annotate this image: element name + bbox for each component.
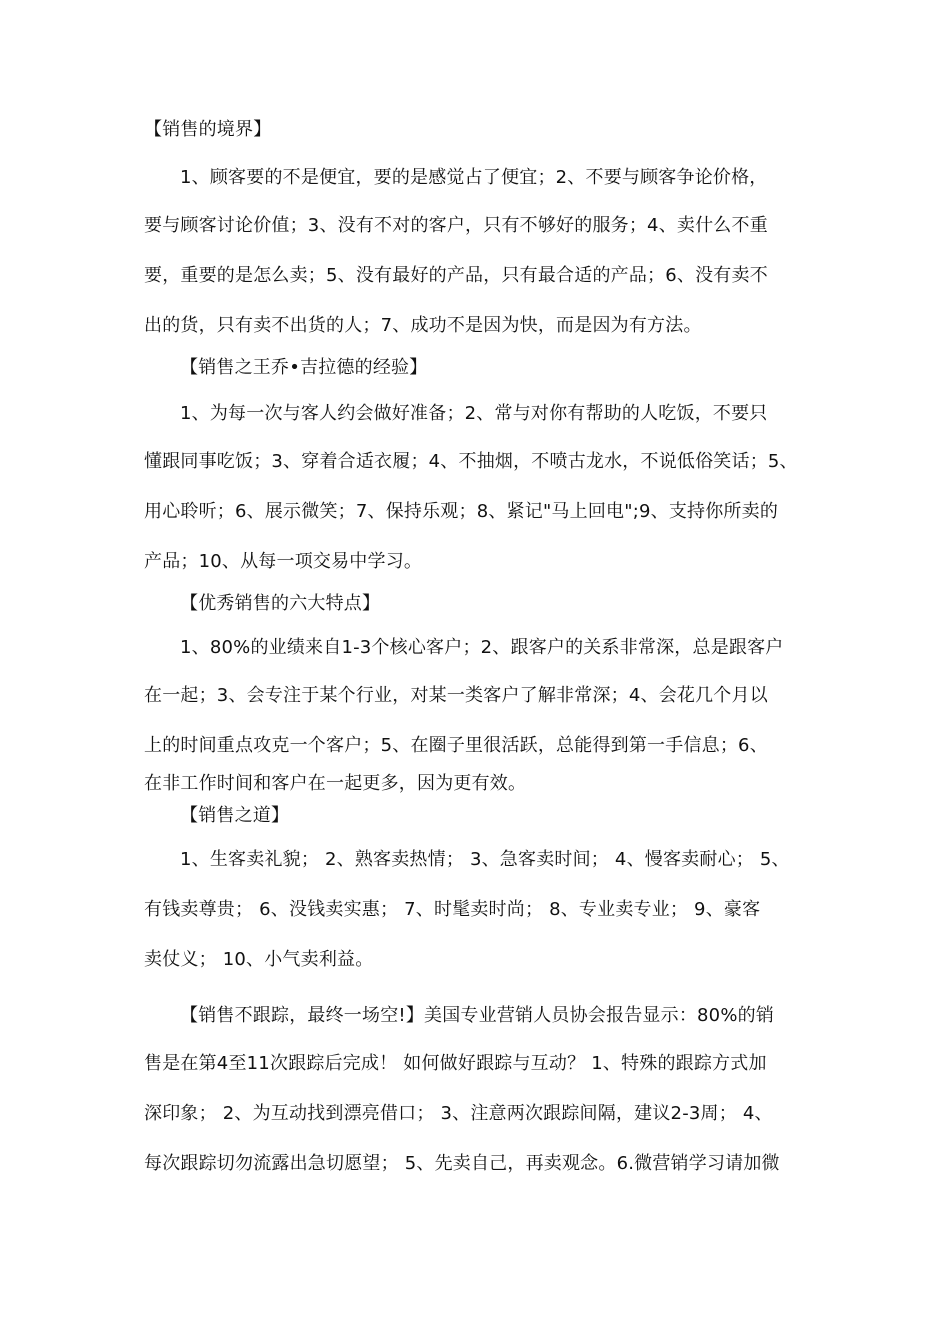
paragraph-line: 1、80%的业绩来自1-3个核心客户；2、跟客户的关系非常深，总是跟客户 bbox=[180, 637, 784, 658]
paragraph-line: 1、生客卖礼貌； 2、熟客卖热情； 3、急客卖时间； 4、慢客卖耐心； 5、 bbox=[180, 849, 790, 870]
paragraph-line: 出的货，只有卖不出货的人；7、成功不是因为快，而是因为有方法。 bbox=[144, 315, 702, 336]
paragraph-line: 要与顾客讨论价值；3、没有不对的客户，只有不够好的服务；4、卖什么不重 bbox=[144, 215, 768, 236]
paragraph-line: 要，重要的是怎么卖；5、没有最好的产品，只有最合适的产品；6、没有卖不 bbox=[144, 265, 768, 286]
section-heading: 【销售的境界】 bbox=[144, 119, 272, 140]
paragraph-line: 【销售不跟踪，最终一场空!】美国专业营销人员协会报告显示：80%的销 bbox=[180, 1005, 775, 1026]
paragraph-line: 每次跟踪切勿流露出急切愿望； 5、先卖自己，再卖观念。6.微营销学习请加微 bbox=[144, 1153, 780, 1174]
section-heading: 【优秀销售的六大特点】 bbox=[180, 593, 381, 614]
paragraph-line: 售是在第4至11次跟踪后完成！ 如何做好跟踪与互动？ 1、特殊的跟踪方式加 bbox=[144, 1053, 767, 1074]
paragraph-line: 1、顾客要的不是便宜，要的是感觉占了便宜；2、不要与顾客争论价格， bbox=[180, 167, 768, 188]
section-heading: 【销售之道】 bbox=[180, 805, 290, 826]
paragraph-line: 有钱卖尊贵； 6、没钱卖实惠； 7、时髦卖时尚； 8、专业卖专业； 9、豪客 bbox=[144, 899, 761, 920]
paragraph-line: 上的时间重点攻克一个客户；5、在圈子里很活跃，总能得到第一手信息；6、 bbox=[144, 735, 768, 756]
paragraph-line: 在一起；3、会专注于某个行业，对某一类客户了解非常深；4、会花几个月以 bbox=[144, 685, 768, 706]
paragraph-line: 产品；10、从每一项交易中学习。 bbox=[144, 551, 423, 572]
paragraph-line: 懂跟同事吃饭；3、穿着合适衣履；4、不抽烟，不喷古龙水，不说低俗笑话；5、 bbox=[144, 451, 798, 472]
paragraph-line: 1、为每一次与客人约会做好准备；2、常与对你有帮助的人吃饭，不要只 bbox=[180, 403, 768, 424]
paragraph-line: 卖仗义； 10、小气卖利益。 bbox=[144, 949, 374, 970]
paragraph-line: 深印象； 2、为互动找到漂亮借口； 3、注意两次跟踪间隔，建议2-3周； 4、 bbox=[144, 1103, 773, 1124]
paragraph-line: 在非工作时间和客户在一起更多，因为更有效。 bbox=[144, 773, 527, 794]
section-heading: 【销售之王乔•吉拉德的经验】 bbox=[180, 357, 428, 378]
paragraph-line: 用心聆听；6、展示微笑；7、保持乐观；8、紧记"马上回电";9、支持你所卖的 bbox=[144, 501, 779, 522]
